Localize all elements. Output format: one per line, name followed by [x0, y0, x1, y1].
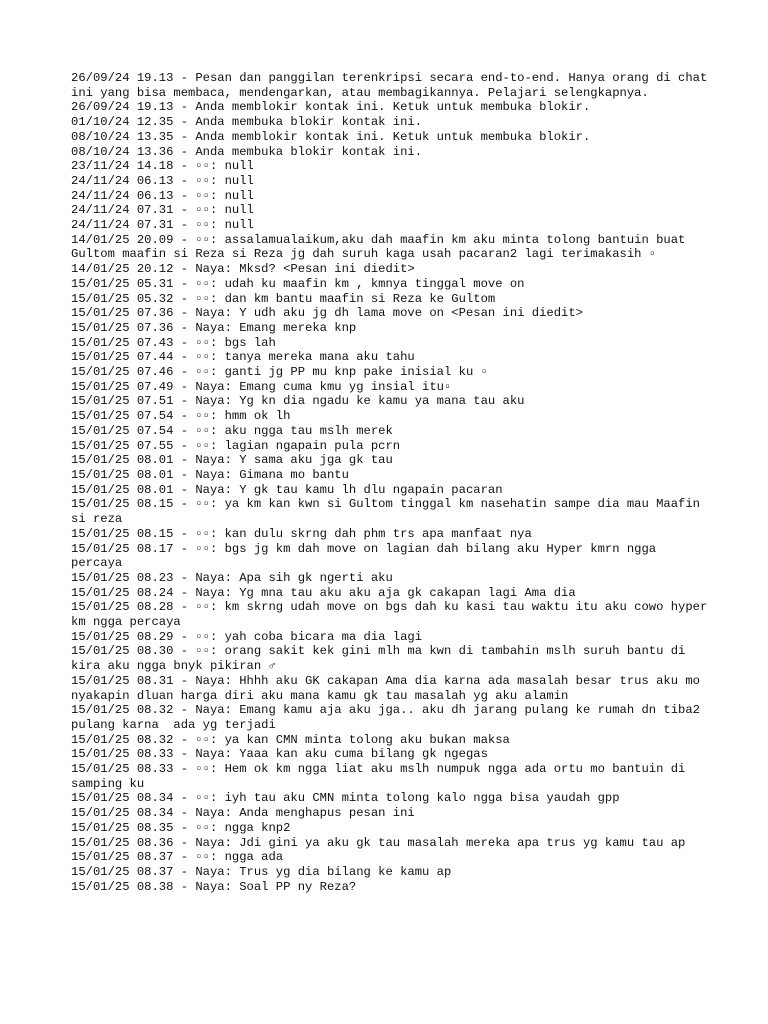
- chat-line: 15/01/25 08.17 - ▫▫: bgs jg km dah move on lagian dah bilang aku Hyper kmrn ngga percaya: [71, 541, 664, 571]
- chat-line: 15/01/25 07.54 - ▫▫: aku ngga tau mslh merek: [71, 423, 393, 438]
- chat-line: 08/10/24 13.35 - Anda memblokir kontak ini. Ketuk untuk membuka blokir.: [71, 129, 591, 144]
- chat-line: 15/01/25 08.37 - ▫▫: ngga ada: [71, 850, 284, 865]
- chat-line: 15/01/25 08.31 - Naya: Hhhh aku GK cakapan Ama dia karna ada masalah besar trus aku mo nyakapin dluan harga diri aku mana kamu gk tau masalah yg aku alamin: [71, 673, 708, 703]
- chat-line: 15/01/25 08.37 - Naya: Trus yg dia bilang ke kamu ap: [71, 864, 452, 879]
- chat-line: 15/01/25 08.01 - Naya: Gimana mo bantu: [71, 467, 349, 482]
- chat-line: 15/01/25 08.34 - Naya: Anda menghapus pesan ini: [71, 806, 415, 821]
- chat-line: 15/01/25 08.28 - ▫▫: km skrng udah move on bgs dah ku kasi tau waktu itu aku cowo hyper km ngga percaya: [71, 600, 715, 630]
- chat-line: 24/11/24 07.31 - ▫▫: null: [71, 203, 254, 218]
- chat-line: 15/01/25 08.33 - ▫▫: Hem ok km ngga liat aku mslh numpuk ngga ada ortu mo bantuin di samping ku: [71, 762, 693, 791]
- chat-line: 26/09/24 19.13 - Anda memblokir kontak ini. Ketuk untuk membuka blokir.: [71, 100, 591, 115]
- chat-line: 15/01/25 08.33 - Naya: Yaaa kan aku cuma bilang gk ngegas: [71, 747, 488, 762]
- chat-line: 15/01/25 08.15 - ▫▫: kan dulu skrng dah phm trs apa manfaat nya: [71, 526, 532, 541]
- chat-line: 15/01/25 07.36 - Naya: Emang mereka knp: [71, 320, 357, 335]
- chat-line: 23/11/24 14.18 - ▫▫: null: [71, 159, 254, 174]
- chat-line: 26/09/24 19.13 - Pesan dan panggilan terenkripsi secara end-to-end. Hanya orang di chat ini yang bisa membaca, mendengarkan, atau membagikannya. Pelajari selengkapnya.: [71, 71, 715, 100]
- chat-line: 24/11/24 06.13 - ▫▫: null: [71, 173, 254, 188]
- chat-export-log: [71, 71, 715, 894]
- chat-line: 14/01/25 20.12 - Naya: Mksd? <Pesan ini diedit>: [71, 262, 415, 277]
- chat-line: 15/01/25 07.51 - Naya: Yg kn dia ngadu ke kamu ya mana tau aku: [71, 394, 525, 409]
- chat-line: 15/01/25 08.29 - ▫▫: yah coba bicara ma dia lagi: [71, 629, 423, 644]
- chat-line: 15/01/25 08.36 - Naya: Jdi gini ya aku gk tau masalah mereka apa trus yg kamu tau ap: [71, 835, 686, 850]
- chat-line: 15/01/25 05.32 - ▫▫: dan km bantu maafin si Reza ke Gultom: [71, 291, 496, 306]
- chat-line: 15/01/25 08.32 - ▫▫: ya kan CMN minta tolong aku bukan maksa: [71, 732, 510, 747]
- chat-line: 15/01/25 08.01 - Naya: Y sama aku jga gk tau: [71, 453, 393, 468]
- chat-line: 08/10/24 13.36 - Anda membuka blokir kontak ini.: [71, 144, 423, 159]
- chat-line: 15/01/25 08.35 - ▫▫: ngga knp2: [71, 820, 291, 835]
- chat-line: 15/01/25 08.15 - ▫▫: ya km kan kwn si Gultom tinggal km nasehatin sampe dia mau Maafin si reza: [71, 497, 708, 527]
- chat-line: 15/01/25 07.43 - ▫▫: bgs lah: [71, 335, 276, 350]
- chat-line: 14/01/25 20.09 - ▫▫: assalamualaikum,aku dah maafin km aku minta tolong bantuin buat Gultom maafin si Reza si Reza jg dah suruh kaga usah pacaran2 lagi terimakasih ▫: [71, 232, 693, 262]
- chat-line: 15/01/25 07.44 - ▫▫: tanya mereka mana aku tahu: [71, 350, 415, 365]
- chat-line: 15/01/25 05.31 - ▫▫: udah ku maafin km , kmnya tinggal move on: [71, 276, 525, 291]
- chat-line: 24/11/24 06.13 - ▫▫: null: [71, 188, 254, 203]
- chat-line: 15/01/25 08.38 - Naya: Soal PP ny Reza?: [71, 879, 357, 894]
- chat-line: 15/01/25 07.46 - ▫▫: ganti jg PP mu knp pake inisial ku ▫: [71, 365, 488, 380]
- chat-line: 15/01/25 08.32 - Naya: Emang kamu aja aku jga.. aku dh jarang pulang ke rumah dn tiba2 pulang karna ada yg terjadi: [71, 703, 708, 732]
- chat-line: 15/01/25 07.49 - Naya: Emang cuma kmu yg insial itu▫: [71, 379, 452, 394]
- chat-line: 15/01/25 08.34 - ▫▫: iyh tau aku CMN minta tolong kalo ngga bisa yaudah gpp: [71, 791, 620, 806]
- chat-line: 15/01/25 08.23 - Naya: Apa sih gk ngerti aku: [71, 570, 393, 585]
- chat-line: 15/01/25 07.36 - Naya: Y udh aku jg dh lama move on <Pesan ini diedit>: [71, 306, 583, 321]
- chat-line: 15/01/25 07.54 - ▫▫: hmm ok lh: [71, 409, 291, 424]
- chat-line: 15/01/25 08.01 - Naya: Y gk tau kamu lh dlu ngapain pacaran: [71, 482, 503, 497]
- chat-line: 15/01/25 08.24 - Naya: Yg mna tau aku aku aja gk cakapan lagi Ama dia: [71, 585, 576, 600]
- chat-line: 24/11/24 07.31 - ▫▫: null: [71, 218, 254, 233]
- chat-line: 01/10/24 12.35 - Anda membuka blokir kontak ini.: [71, 115, 423, 130]
- chat-line: 15/01/25 07.55 - ▫▫: lagian ngapain pula pcrn: [71, 438, 401, 453]
- chat-line: 15/01/25 08.30 - ▫▫: orang sakit kek gini mlh ma kwn di tambahin mslh suruh bantu di kira aku ngga bnyk pikiran ♂: [71, 644, 693, 674]
